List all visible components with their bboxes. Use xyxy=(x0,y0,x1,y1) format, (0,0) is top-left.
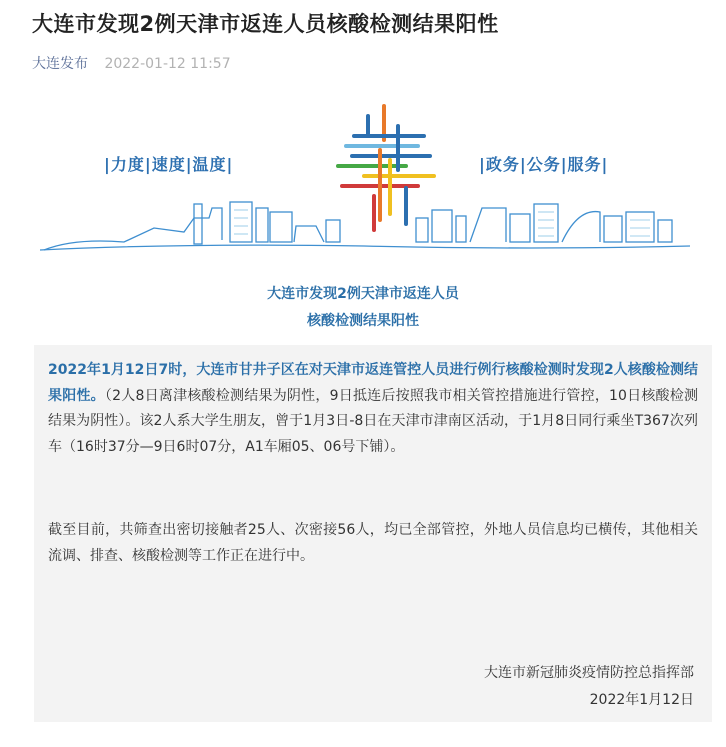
article-title: 大连市发现2例天津市返连人员核酸检测结果阳性 xyxy=(32,12,499,36)
paragraph-2: 截至目前，共筛查出密切接触者25人、次密接56人，均已全部管控，外地人员信息均已横传，其他相关流调、排查、核酸检测等工作正在进行中。 xyxy=(48,522,698,564)
city-skyline-graphic xyxy=(34,100,694,265)
paragraph-1 xyxy=(48,358,698,460)
signature-organization: 大连市新冠肺炎疫情防控总指挥部 xyxy=(484,665,694,681)
article-meta xyxy=(32,53,231,73)
paragraph-1-lead: 2022年1月12日7时，大连市甘井子区在对天津市返连管控人员进行例行核酸检测时发现2人核酸检测结果阳性。 xyxy=(48,362,698,404)
banner-image xyxy=(34,100,694,265)
paragraph-1-rest: （2人8日离津核酸检测结果为阴性，9日抵连后按照我市相关管控措施进行管控，10日核酸检测结果为阴性）。该2人系大学生朋友，曾于1月3日-8日在天津市津南区活动，于1月8日同行乘坐T367次列车（16时37分—9日6时07分，A1车厢05、06号下铺）。 xyxy=(48,387,698,455)
article-body-box xyxy=(34,345,712,722)
source-account-link[interactable]: 大连发布 xyxy=(32,56,88,72)
headline-line-2: 核酸检测结果阳性 xyxy=(307,313,419,329)
publish-time: 2022-01-12 11:57 xyxy=(104,56,231,72)
headline-line-1: 大连市发现2例天津市返连人员 xyxy=(267,286,459,302)
signature-date: 2022年1月12日 xyxy=(589,692,694,708)
dalian-logo-icon xyxy=(338,106,434,230)
banner-slogan-right: |政务|公务|服务| xyxy=(479,155,609,174)
banner-slogan-left: |力度|速度|温度| xyxy=(104,155,234,174)
